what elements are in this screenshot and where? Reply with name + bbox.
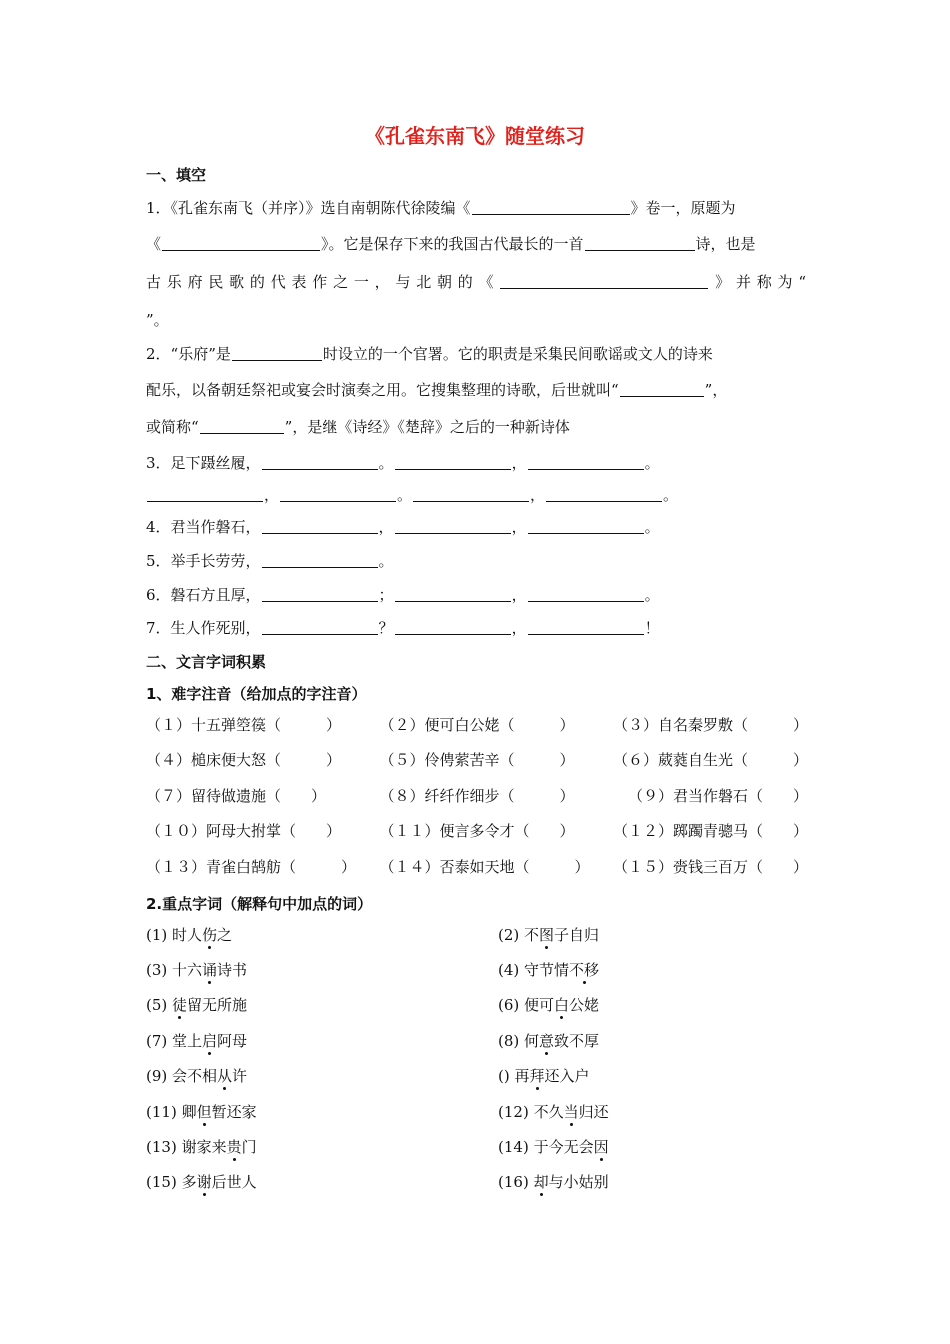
pinyin-row (146, 714, 808, 735)
pinyin-item: （１５）赍钱三百万（ ） (612, 858, 808, 876)
pinyin-row (146, 856, 808, 877)
blank-input[interactable] (200, 418, 284, 434)
question-4-line: 4．君当作磐石， ， ， 。 (146, 518, 660, 536)
question-6-line: 6．磐石方且厚， ； ， 。 (146, 586, 660, 604)
word-item: (11) 卿但暂还家 (146, 1103, 257, 1121)
blank-input[interactable] (585, 235, 695, 251)
question-1-line-4: ”。 (146, 311, 169, 329)
question-3-line-2: ， 。 ， 。 (146, 484, 806, 505)
question-2-line-1: 2．“乐府”是 时设立的一个官署。它的职责是采集民间歌谣或文人的诗来 (146, 345, 713, 363)
word-item: (6) 便可白公姥 (498, 996, 600, 1014)
question-1-line-1: 1．《孔雀东南飞（并序）》选自南朝陈代徐陵编《 》卷一，原题为 (146, 199, 736, 217)
subsection-heading-pinyin: 1、难字注音（给加点的字注音） (146, 685, 367, 703)
pinyin-item: （６）葳蕤自生光（ ） (612, 751, 808, 769)
question-7-line: 7．生人作死别， ？ ， ！ (146, 619, 660, 637)
blank-input[interactable] (262, 454, 378, 470)
word-item: (12) 不久当归还 (498, 1103, 609, 1121)
pinyin-row (146, 785, 808, 806)
question-1-line-3: 古乐府民歌的代表作之一，与北朝的《 》并称为“ (146, 273, 806, 291)
pinyin-item: （１）十五弹箜篌（ ） (146, 716, 342, 734)
page-title: 《孔雀东南飞》随堂练习 (365, 124, 585, 148)
blank-input[interactable] (546, 486, 662, 502)
blank-input[interactable] (262, 619, 378, 635)
question-1-line-2: 《 》。它是保存下来的我国古代最长的一首 诗，也是 (146, 235, 756, 253)
blank-input[interactable] (472, 199, 630, 215)
blank-input[interactable] (232, 345, 322, 361)
blank-input[interactable] (262, 552, 378, 568)
pinyin-item: （１４）否泰如天地（ ） (379, 858, 590, 876)
word-item: (3) 十六诵诗书 (146, 961, 248, 979)
word-item: (15) 多谢后世人 (146, 1173, 257, 1191)
blank-input[interactable] (262, 518, 378, 534)
subsection-heading-key-words: 2.重点字词（解释句中加点的词） (146, 895, 373, 913)
pinyin-row (146, 820, 808, 841)
blank-input[interactable] (528, 518, 644, 534)
blank-input[interactable] (395, 454, 511, 470)
question-2-line-2: 配乐，以备朝廷祭祀或宴会时演奏之用。它搜集整理的诗歌，后世就叫“ ”， (146, 381, 728, 399)
pinyin-item: （３）自名秦罗敷（ ） (612, 716, 808, 734)
question-5-line: 5．举手长劳劳， 。 (146, 552, 394, 570)
section-heading-fill-blank: 一、填空 (146, 166, 207, 184)
word-item: (13) 谢家来贵门 (146, 1138, 257, 1156)
word-item: (7) 堂上启阿母 (146, 1032, 248, 1050)
blank-input[interactable] (413, 486, 529, 502)
word-item: (4) 守节情不移 (498, 961, 600, 979)
blank-input[interactable] (620, 381, 704, 397)
pinyin-item: （７）留待做遗施（ ） (146, 787, 327, 805)
blank-input[interactable] (395, 518, 511, 534)
word-item: (8) 何意致不厚 (498, 1032, 600, 1050)
blank-input[interactable] (395, 619, 511, 635)
blank-input[interactable] (500, 273, 708, 289)
pinyin-item: （１１）便言多令才（ ） (379, 822, 575, 840)
blank-input[interactable] (395, 586, 511, 602)
pinyin-item: （４）槌床便大怒（ ） (146, 751, 342, 769)
pinyin-item: （１０）阿母大拊掌（ ） (146, 822, 342, 840)
pinyin-item: （１３）青雀白鹄舫（ ） (146, 858, 357, 876)
blank-input[interactable] (528, 454, 644, 470)
pinyin-item: （８）纤纤作细步（ ） (379, 787, 575, 805)
pinyin-item: （９）君当作磐石（ ） (627, 787, 808, 805)
pinyin-row (146, 749, 808, 770)
word-item: (1) 时人伤之 (146, 926, 233, 944)
blank-input[interactable] (262, 586, 378, 602)
question-3-line-1: 3．足下蹑丝履， 。 ， 。 (146, 454, 660, 472)
word-item: (14) 于今无会因 (498, 1138, 609, 1156)
question-2-line-3: 或简称“ ”，是继《诗经》《楚辞》之后的一种新诗体 (146, 418, 570, 436)
blank-input[interactable] (528, 619, 644, 635)
pinyin-item: （１２）踯躅青骢马（ ） (612, 822, 808, 840)
blank-input[interactable] (528, 586, 644, 602)
word-item: (16) 却与小姑别 (498, 1173, 609, 1191)
pinyin-item: （５）伶俜萦苦辛（ ） (379, 751, 575, 769)
blank-input[interactable] (280, 486, 396, 502)
blank-input[interactable] (147, 486, 263, 502)
blank-input[interactable] (162, 235, 320, 251)
word-item: (2) 不图子自归 (498, 926, 600, 944)
section-heading-vocabulary: 二、文言字词积累 (146, 653, 267, 671)
word-item: () 再拜还入户 (498, 1067, 590, 1085)
word-item: (9) 会不相从许 (146, 1067, 248, 1085)
word-item: (5) 徒留无所施 (146, 996, 248, 1014)
pinyin-item: （２）便可白公姥（ ） (379, 716, 575, 734)
